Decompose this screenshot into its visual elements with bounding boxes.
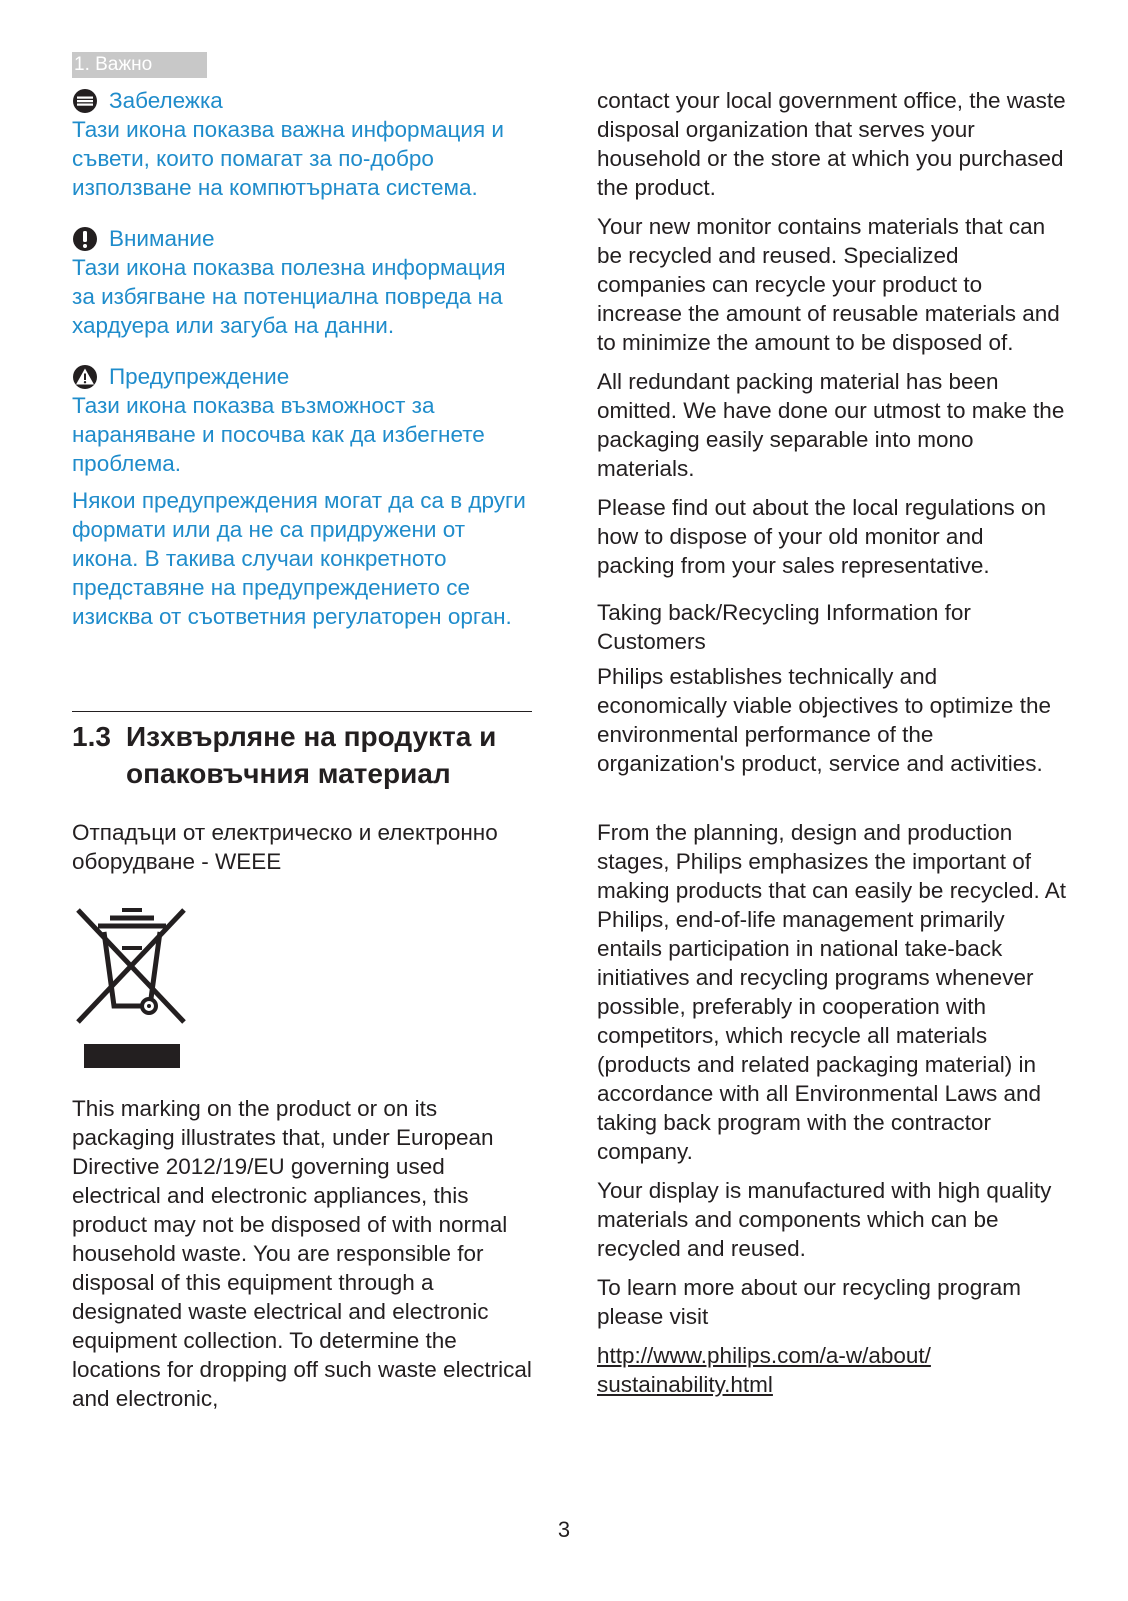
note-title: Забележка (109, 88, 223, 113)
warning-heading (72, 362, 532, 391)
paragraph: Your display is manufactured with high quality materials and components which can be recycled and reused. (597, 1178, 1052, 1261)
section-title-text: Изхвърляне на продукта и опаковъчния материал (126, 721, 497, 789)
paragraph: To learn more about our recycling program please visit (597, 1275, 1021, 1329)
weee-text: This marking on the product or on its packaging illustrates that, under European Directive 2012/19/EU governing used electrical and electronic appliances, this product may not be disposed of with normal household waste. You are responsible for disposal of this equipment through a designated waste electrical and electronic equipment collection. To determine the locations for dropping off such waste electrical and electronic, (72, 1096, 532, 1411)
recycling-link[interactable] (597, 1341, 1067, 1399)
caution-heading (72, 224, 532, 253)
left-column (72, 86, 532, 1413)
subheading: Taking back/Recycling Information for Customers (597, 600, 971, 654)
note-text: Тази икона показва важна информация и съвети, които помагат за по-добро използване на компютърната система. (72, 117, 505, 200)
paragraph: From the planning, design and production stages, Philips emphasizes the important of making products that can easily be recycled. At Philips, end-of-life management primarily entails participation in national take-back initiatives and recycling programs whenever possible, preferably in cooperation with competitors, which recycle all materials (products and related packaging material) in accordance with all Environmental Laws and taking back program with the contractor company. (597, 820, 1066, 1164)
paragraph: Your new monitor contains materials that can be recycled and reused. Specialized companies can recycle your product to increase the amount of reusable materials and to minimize the amount to be disposed of. (597, 214, 1060, 355)
caution-text: Тази икона показва полезна информация за избягване на потенциална повреда на хардуера или загуба на данни. (72, 255, 506, 338)
warning-icon (72, 364, 98, 390)
chapter-tab: 1. Важно (72, 52, 207, 78)
note-heading (72, 86, 532, 115)
paragraph: All redundant packing material has been omitted. We have done our utmost to make the packaging easily separable into mono materials. (597, 369, 1065, 481)
recycling-link-line2[interactable]: sustainability.html (597, 1372, 773, 1397)
right-column (597, 86, 1067, 1399)
warning-text: Тази икона показва възможност за нараняване и посочва как да избегнете проблема. (72, 393, 485, 476)
recycling-link-line1[interactable]: http://www.philips.com/a-w/about/ (597, 1343, 931, 1368)
crossed-out-bin-icon (72, 898, 192, 1068)
note-icon (72, 88, 98, 114)
paragraph: contact your local government office, the waste disposal organization that serves your household or the store at which you purchased the product. (597, 88, 1066, 200)
paragraph: Philips establishes technically and economically viable objectives to optimize the environmental performance of the organization's product, service and activities. (597, 664, 1051, 776)
section-title (72, 718, 532, 792)
caution-icon (72, 226, 98, 252)
weee-heading: Отпадъци от електрическо и електронно оборудване - WEEE (72, 820, 498, 874)
caution-title: Внимание (109, 226, 215, 251)
warning-text-extra: Някои предупреждения могат да са в други формати или да не са придружени от икона. В такива случаи конкретното представяне на предупреждението се изисква от съответния регулаторен орган. (72, 488, 526, 629)
section-divider (72, 711, 532, 712)
warning-title: Предупреждение (109, 364, 290, 389)
page-number: 3 (557, 1517, 571, 1542)
paragraph: Please find out about the local regulations on how to dispose of your old monitor and packing from your sales representative. (597, 495, 1047, 578)
section-number: 1.3 (72, 721, 111, 752)
